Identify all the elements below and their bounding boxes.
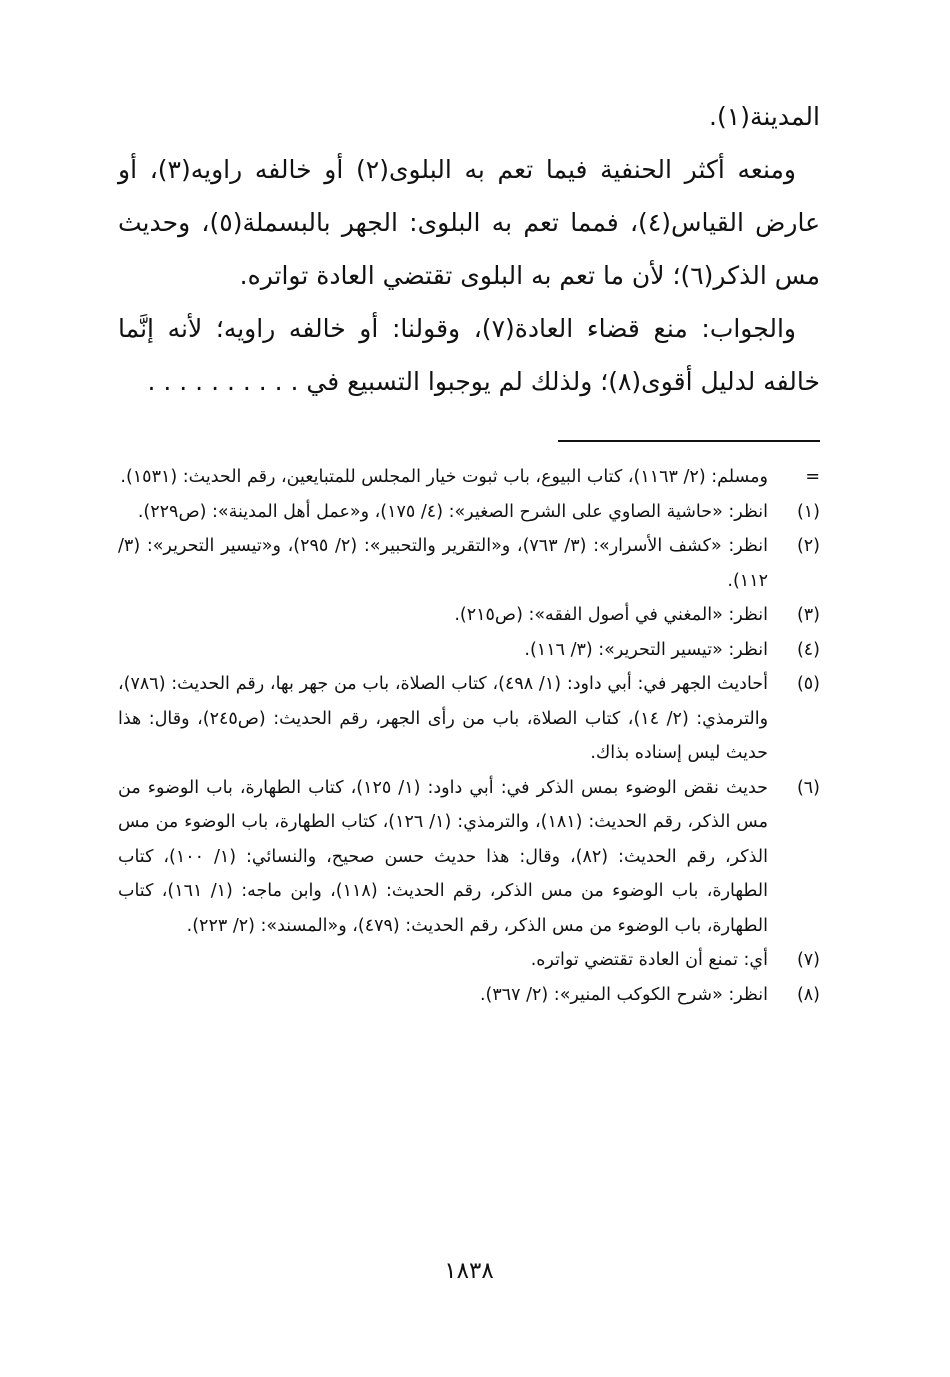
footnote-6	[118, 771, 820, 944]
footnote-5	[118, 667, 820, 771]
footnote-number: (٣)	[796, 605, 820, 625]
footnote-7	[118, 943, 820, 978]
footnote-2	[118, 529, 820, 598]
footnote-continued	[118, 460, 820, 495]
footnote-1	[118, 495, 820, 530]
footnote-number: (١)	[796, 501, 820, 522]
footnote-text: انظر: «شرح الكوكب المنير»: (٢/ ٣٦٧).	[479, 984, 768, 1005]
footnote-text: أحاديث الجهر في: أبي داود: (١/ ٤٩٨)، كتاب الصلاة، باب من جهر بها، رقم الحديث: (٧٨٦)، والترمذي: (٢/ ١٤)، كتاب الصلاة، باب من رأى الجهر، رقم الحديث: (ص٢٤٥)، وقال: هذا حديث ليس إسناده بذاك.	[118, 674, 769, 763]
footnote-marker: =	[805, 467, 820, 487]
footnote-number: (٨)	[796, 984, 820, 1005]
page-number: ١٨٣٨	[444, 1258, 494, 1284]
book-page	[118, 90, 820, 1330]
footnote-text: انظر: «كشف الأسرار»: (٣/ ٧٦٣)، و«التقرير والتحبير»: (٢/ ٢٩٥)، و«تيسير التحرير»: (٣/ ١١٢).	[118, 536, 768, 591]
footnote-text: أي: تمنع أن العادة تقتضي تواتره.	[530, 950, 768, 970]
footnote-number: (٥)	[796, 674, 820, 694]
footnote-text: انظر: «حاشية الصاوي على الشرح الصغير»: (٤/ ١٧٥)، و«عمل أهل المدينة»: (ص٢٢٩).	[137, 501, 768, 522]
footnote-separator	[558, 440, 820, 442]
footnotes	[118, 460, 820, 1012]
footnote-3	[118, 598, 820, 633]
footnote-number: (٤)	[796, 639, 820, 660]
main-text	[118, 90, 820, 408]
paragraph-3: والجواب: منع قضاء العادة(٧)، وقولنا: أو خالفه راويه؛ لأنه إنَّما خالفه لدليل أقوى(٨)؛ ولذلك لم يوجبوا التسبيع في . . . . . . . . . .	[118, 314, 820, 396]
paragraph-2: ومنعه أكثر الحنفية فيما تعم به البلوى(٢) أو خالفه راويه(٣)، أو عارض القياس(٤)، فمما تعم به البلوى: الجهر بالبسملة(٥)، وحديث مس الذكر(٦)؛ لأن ما تعم به البلوى تقتضي العادة تواتره.	[118, 155, 821, 290]
footnote-text: انظر: «المغني في أصول الفقه»: (ص٢١٥).	[454, 605, 768, 625]
footnote-number: (٧)	[796, 950, 820, 970]
footnote-text: انظر: «تيسير التحرير»: (٣/ ١١٦).	[524, 639, 768, 660]
footnote-text: حديث نقض الوضوء بمس الذكر في: أبي داود: (١/ ١٢٥)، كتاب الطهارة، باب الوضوء من مس الذكر، رقم الحديث: (١٨١)، والترمذي: (١/ ١٢٦)، كتاب الطهارة، باب الوضوء من مس الذكر، رقم الحديث: (٨٢)، وقال: هذا حديث حسن صحيح، والنسائي: (١/ ١٠٠)، كتاب الطهارة، باب الوضوء من مس الذكر، رقم الحديث: (١١٨)، وابن ماجه: (١/ ١٦١)، كتاب الطهارة، باب الوضوء من مس الذكر، رقم الحديث: (٤٧٩)، و«المسند»: (٢/ ٢٢٣).	[118, 777, 768, 936]
footnote-8	[118, 978, 820, 1013]
footnote-number: (٦)	[796, 777, 820, 798]
footnote-text: ومسلم: (٢/ ١١٦٣)، كتاب البيوع، باب ثبوت خيار المجلس للمتبايعين، رقم الحديث: (١٥٣١).	[120, 467, 768, 487]
paragraph-1: المدينة(١).	[709, 102, 820, 131]
footnote-4	[118, 633, 820, 668]
footnote-number: (٢)	[796, 536, 820, 556]
